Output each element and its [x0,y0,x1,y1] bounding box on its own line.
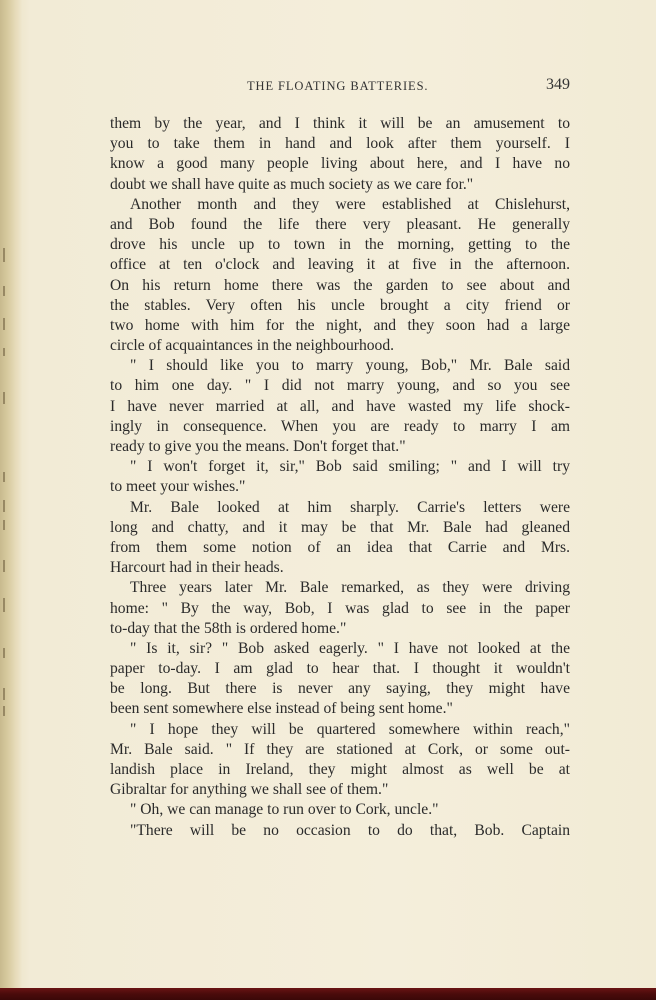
text-line: ready to give you the means. Don't forget that." [110,438,406,455]
running-title: THE FLOATING BATTERIES. [247,79,429,93]
text-line: from them some notion of an idea that Carrie and Mrs. [110,538,570,556]
text-line: doubt we shall have quite as much society as we care for." [110,175,474,193]
text-line: " Is it, sir? " Bob asked eagerly. " I have not looked at the [130,639,570,657]
text-line: Gibraltar for anything we shall see of them." [110,781,389,799]
text-line: drove his uncle up to town in the morning, getting to the [110,236,570,254]
text-line: and Bob found the life there very pleasant. He generally [110,215,570,233]
text-line: landish place in Ireland, they might almost as well be at [110,761,570,778]
text-line: Another month and they were established at Chislehurst, [130,195,570,213]
page-number: 349 [546,76,570,93]
text-line: Harcourt had in their heads. [110,559,284,577]
text-line: long and chatty, and it may be that Mr. Bale had gleaned [110,518,570,536]
text-line: I have never married at all, and have wasted my life shock- [110,397,570,415]
text-line: " Oh, we can manage to run over to Cork, uncle." [130,801,439,819]
text-line: been sent somewhere else instead of being sent home." [110,700,453,718]
gutter-mark [3,598,5,612]
text-line: you to take them in hand and look after them yourself. I [110,135,570,153]
text-line: the stables. Very often his uncle brought a city friend or [110,296,570,314]
gutter-mark [3,248,5,262]
gutter-mark [3,348,5,356]
gutter-mark [3,500,5,512]
gutter-mark [3,688,5,700]
gutter-mark [3,318,5,330]
gutter-mark [3,520,5,530]
page-gutter [0,0,22,1000]
text-line: "There will be no occasion to do that, Bob. Captain [130,821,570,839]
text-line: two home with him for the night, and they soon had a large [110,316,570,334]
text-line: home: " By the way, Bob, I was glad to see in the paper [110,599,570,617]
text-line: Mr. Bale looked at him sharply. Carrie's letters were [130,498,570,516]
text-line: ingly in consequence. When you are ready to marry I am [110,417,570,435]
gutter-mark [3,286,5,296]
text-line: be long. But there is never any saying, they might have [110,680,570,698]
gutter-mark [3,560,5,572]
text-line: to meet your wishes." [110,478,246,496]
gutter-mark [3,472,5,482]
text-line: Mr. Bale said. " If they are stationed at Cork, or some out- [110,740,570,758]
text-line: Three years later Mr. Bale remarked, as they were driving [130,579,570,597]
gutter-mark [3,706,5,716]
gutter-mark [3,648,5,658]
page-edge-band [0,988,656,1000]
text-line: to-day that the 58th is ordered home." [110,619,347,637]
text-line: circle of acquaintances in the neighbourhood. [110,337,395,355]
text-line: them by the year, and I think it will be an amusement to [110,115,570,132]
text-line: know a good many people living about here, and I have no [110,155,570,173]
text-line: office at ten o'clock and leaving it at five in the afternoon. [110,256,570,274]
text-line: " I won't forget it, sir," Bob said smiling; " and I will try [130,458,570,476]
text-line: " I should like you to marry young, Bob," Mr. Bale said [130,357,570,375]
text-line: " I hope they will be quartered somewhere within reach," [130,720,570,738]
text-line: to him one day. " I did not marry young, and so you see [110,377,570,395]
text-line: On his return home there was the garden to see about and [110,276,570,294]
gutter-mark [3,392,5,404]
text-line: paper to-day. I am glad to hear that. I thought it wouldn't [110,660,570,678]
body-text [110,114,570,841]
page-header [110,77,570,97]
